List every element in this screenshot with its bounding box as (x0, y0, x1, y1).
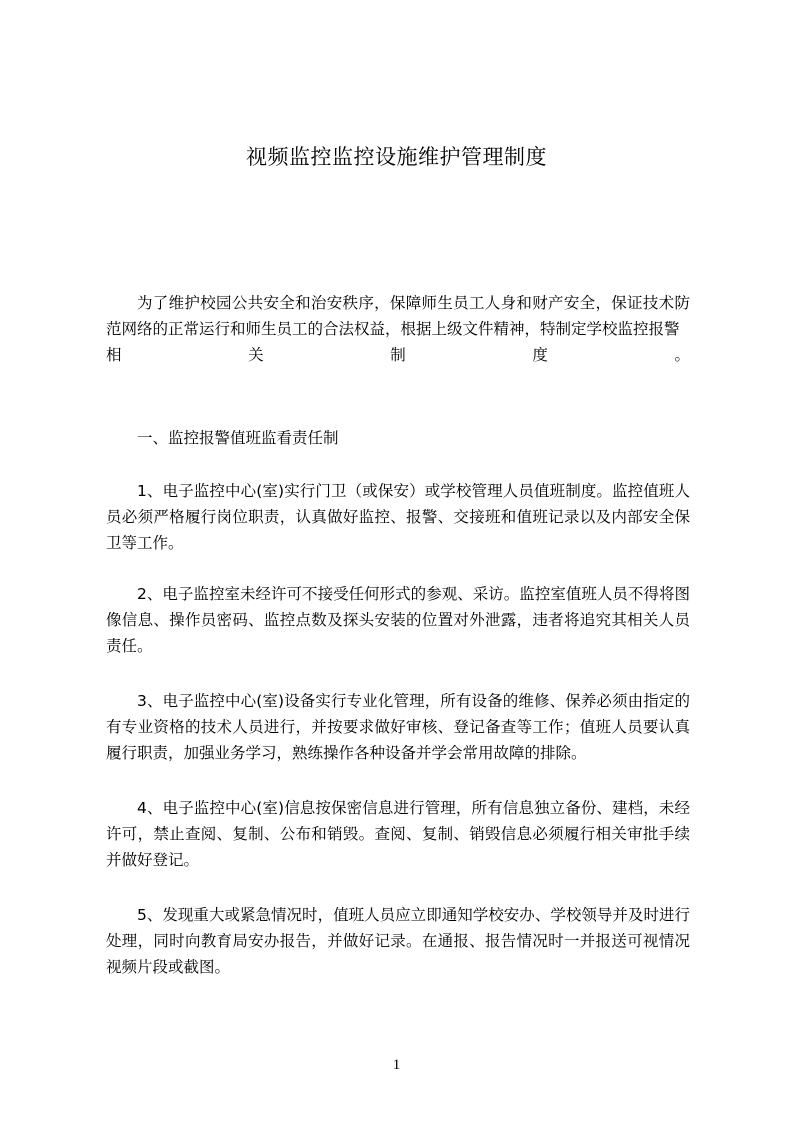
intro-paragraph: 为了维护校园公共安全和治安秩序，保障师生员工人身和财产安全，保证技术防范网络的正常运行和师生员工的合法权益，根据上级文件精神，特制定学校监控报警 (106, 294, 690, 338)
spread-char: 。 (674, 346, 690, 364)
spread-char: 关 (248, 346, 264, 364)
spread-char: 相 (106, 346, 122, 364)
spread-char: 制 (390, 346, 406, 364)
rule-paragraph-4: 4、电子监控中心(室)信息按保密信息进行管理，所有信息独立备份、建档，未经许可，禁止查阅、复制、公布和销毁。查阅、复制、销毁信息必须履行相关审批手续并做好登记。 (106, 799, 690, 869)
rule-paragraph-2: 2、电子监控室未经许可不接受任何形式的参观、采访。监控室值班人员不得将图像信息、操作员密码、监控点数及探头安装的位置对外泄露，违者将追究其相关人员责任。 (106, 585, 690, 655)
rule-paragraph-5: 5、发现重大或紧急情况时，值班人员应立即通知学校安办、学校领导并及时进行处理，同时向教育局安办报告，并做好记录。在通报、报告情况时一并报送可视情况视频片段或截图。 (106, 906, 690, 976)
rule-paragraph-3: 3、电子监控中心(室)设备实行专业化管理，所有设备的维修、保养必须由指定的有专业资格的技术人员进行，并按要求做好审核、登记备查等工作；值班人员要认真履行职责，加强业务学习，熟练操作各种设备并学会常用故障的排除。 (106, 692, 690, 762)
section-heading: 一、监控报警值班监看责任制 (137, 429, 339, 447)
page-title: 视频监控监控设施维护管理制度 (246, 145, 547, 169)
spread-char: 度 (532, 346, 548, 364)
intro-spread-line (106, 342, 690, 368)
rule-paragraph-1: 1、电子监控中心(室)实行门卫（或保安）或学校管理人员值班制度。监控值班人员必须严格履行岗位职责，认真做好监控、报警、交接班和值班记录以及内部安全保卫等工作。 (106, 482, 690, 552)
page-number: 1 (392, 1057, 401, 1073)
